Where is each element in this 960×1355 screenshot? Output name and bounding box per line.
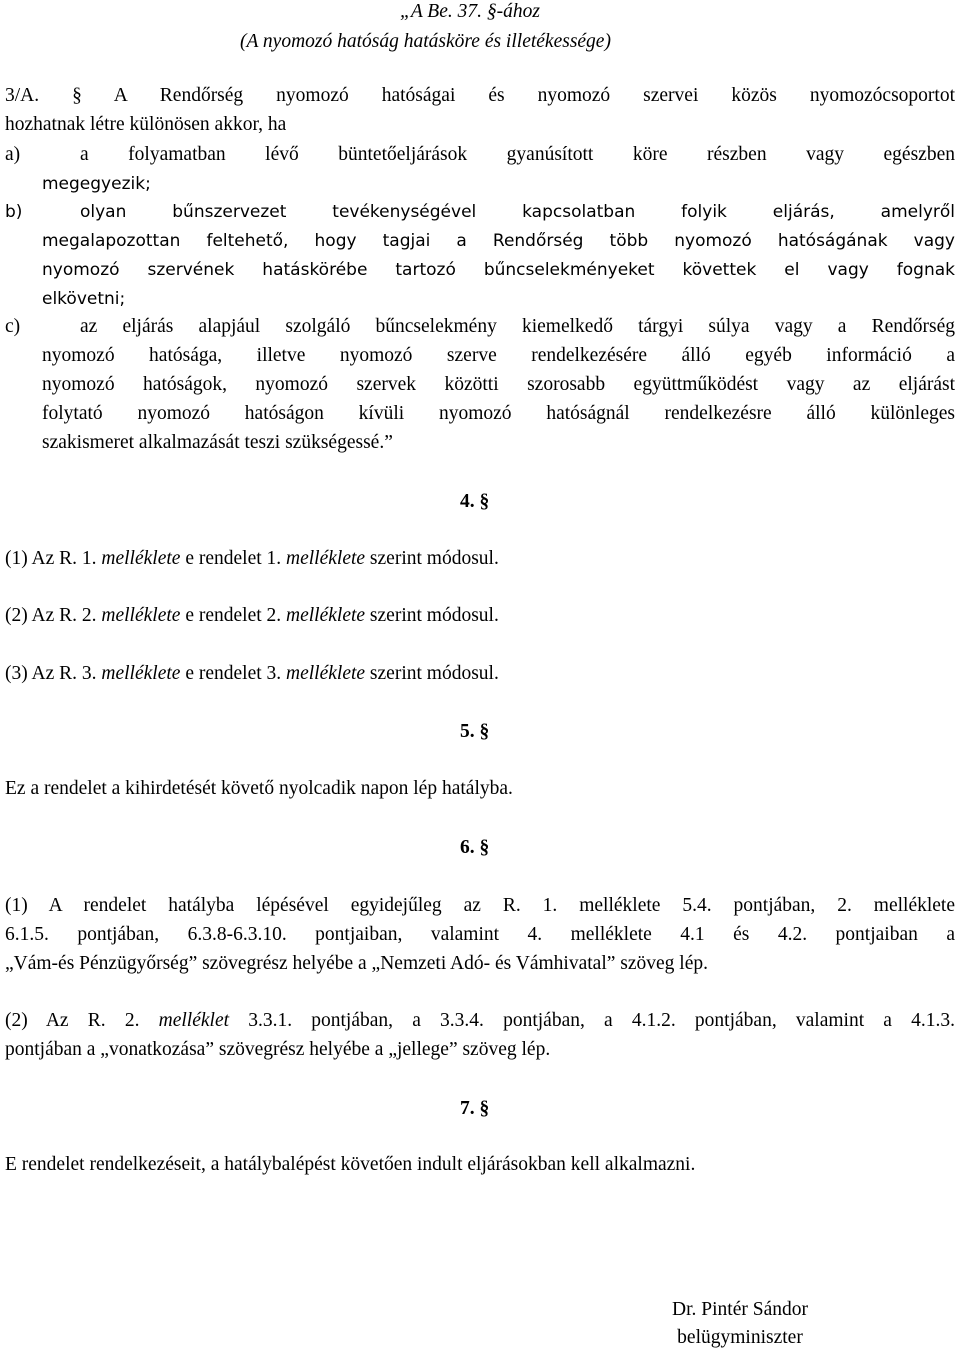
signature-name: Dr. Pintér Sándor [672,1299,808,1320]
s3a-c-line-2: nyomozó hatósága, illetve nyomozó szerve rendelkezésére álló egyéb információ a [42,345,955,366]
section-6-p2-line-1: (2) Az R. 2. melléklet 3.3.1. pontjában, a 3.3.4. pontjában, a 4.1.2. pontjában, valamint a 4.1.3. [5,1010,956,1031]
s3a-b-line-3: nyomozó szervének hatáskörébe tartozó bűncselekményeket követtek el vagy fognak [42,260,955,280]
s3a-c-line-4: folytató nyomozó hatóságon kívüli nyomozó hatóságnál rendelkezésre álló különleges [42,403,955,424]
s3a-b-label: b) [5,202,23,222]
section-5-heading: 5. § [460,721,490,742]
section-6-p2-line-2: pontjában a „vonatkozása” szövegrész helyébe a „jellege” szöveg lép. [5,1039,551,1060]
section-4-item-3: (3) Az R. 3. melléklete e rendelet 3. melléklete szerint módosul. [5,663,499,684]
header-line-2: (A nyomozó hatóság hatásköre és illetékessége) [240,31,611,52]
section-4-item-1: (1) Az R. 1. melléklete e rendelet 1. melléklete szerint módosul. [5,548,499,569]
s3a-line-2: hozhatnak létre különösen akkor, ha [5,114,287,135]
s3a-c-line-5: szakismeret alkalmazását teszi szükségessé.” [42,432,393,453]
header-line-1: „A Be. 37. §-ához [400,1,540,22]
signature-title: belügyminiszter [677,1327,803,1348]
section-6-heading: 6. § [460,837,490,858]
s3a-b-line-4: elkövetni; [42,289,126,309]
s3a-a-line-2: megegyezik; [42,174,151,194]
s3a-a-label: a) [5,144,21,165]
section-7-text: E rendelet rendelkezéseit, a hatálybalépést követően indult eljárásokban kell alkalmazni. [5,1154,696,1175]
section-6-p1-line-1: (1) A rendelet hatályba lépésével egyidejűleg az R. 1. melléklete 5.4. pontjában, 2. melléklete [5,895,955,916]
s3a-c-line-3: nyomozó hatóságok, nyomozó szervek közötti szorosabb együttműködést vagy az eljárást [42,374,955,395]
section-4-item-2: (2) Az R. 2. melléklete e rendelet 2. melléklete szerint módosul. [5,605,499,626]
section-6-p1-line-3: „Vám-és Pénzügyőrség” szövegrész helyébe a „Nemzeti Adó- és Vámhivatal” szöveg lép. [5,953,708,974]
section-5-text: Ez a rendelet a kihirdetését követő nyolcadik napon lép hatályba. [5,778,513,799]
section-7-heading: 7. § [460,1098,490,1119]
section-6-p1-line-2: 6.1.5. pontjában, 6.3.8-6.3.10. pontjaiban, valamint 4. melléklete 4.1 és 4.2. pontjaiban a [5,924,955,945]
section-4-heading: 4. § [460,491,490,512]
s3a-line-1: 3/A. § A Rendőrség nyomozó hatóságai és nyomozó szervei közös nyomozócsoportot [5,85,955,106]
s3a-c-label: c) [5,316,21,337]
s3a-a-line-1: a folyamatban lévő büntetőeljárások gyanúsított köre részben vagy egészben [80,144,955,165]
s3a-b-line-2: megalapozottan feltehető, hogy tagjai a Rendőrség több nyomozó hatóságának vagy [42,231,955,251]
s3a-c-line-1: az eljárás alapjául szolgáló bűncselekmény kiemelkedő tárgyi súlya vagy a Rendőrség [80,316,955,337]
s3a-b-line-1: olyan bűnszervezet tevékenységével kapcsolatban folyik eljárás, amelyről [80,202,955,222]
